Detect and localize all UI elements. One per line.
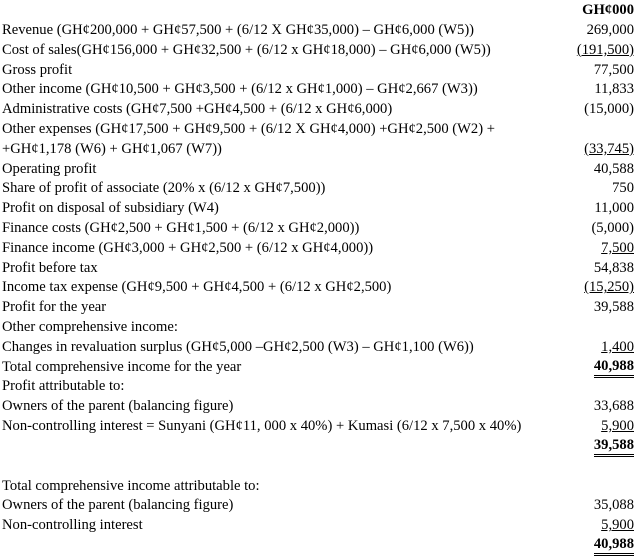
row-amount: 77,500 [593,61,634,78]
row-amount: 7,500 [601,239,634,256]
row-revenue [0,21,638,41]
row-amount: 39,588 [594,437,634,457]
row-profit-attributable-heading [0,377,638,397]
row-label: Operating profit [2,160,97,177]
row-label: Total comprehensive income for the year [2,358,242,375]
row-amount: 11,833 [594,81,634,98]
row-amount: 750 [612,180,634,197]
row-oci-heading [0,318,638,338]
row-label: Cost of sales(GH¢156,000 + GH¢32,500 + (6/12 x GH¢18,000) – GH¢6,000 (W5)) [2,41,491,58]
row-tci-total [0,536,638,556]
row-gross-profit [0,61,638,81]
currency-header: GH¢000 [582,2,634,18]
row-operating-profit [0,160,638,180]
row-label: Profit for the year [2,299,107,316]
row-finance-costs [0,219,638,239]
row-tci-owners-of-parent [0,496,638,516]
row-amount: (15,250) [584,279,634,296]
row-owners-of-parent [0,397,638,417]
row-label: Non-controlling interest [2,517,143,534]
row-label: Other expenses (GH¢17,500 + GH¢9,500 + (6/12 X GH¢4,000) +GH¢2,500 (W2) + +GH¢1,178 (W6) + GH¢1,067 (W7)) [2,120,495,157]
row-tci-non-controlling-interest [0,516,638,536]
row-amount: 40,988 [594,358,634,378]
row-label: Total comprehensive income attributable to: [2,477,260,494]
row-amount: 35,088 [593,497,634,514]
row-amount: (191,500) [576,41,634,58]
row-label: Profit before tax [2,259,98,276]
row-amount: 5,900 [601,517,634,534]
row-amount: 11,000 [594,200,634,217]
row-tci-attributable-heading [0,477,638,497]
row-other-expenses [0,120,638,160]
row-profit-before-tax [0,259,638,279]
row-amount: 40,988 [594,536,634,556]
row-share-of-associate [0,179,638,199]
row-income-tax [0,278,638,298]
row-revaluation-surplus [0,338,638,358]
row-administrative-costs [0,100,638,120]
row-amount: 269,000 [586,22,634,38]
row-profit-for-year [0,298,638,318]
statement-rows [0,21,638,556]
row-disposal-of-subsidiary [0,199,638,219]
row-finance-income [0,239,638,259]
row-label: Finance income (GH¢3,000 + GH¢2,500 + (6/12 x GH¢4,000)) [2,239,374,256]
row-amount: 33,688 [593,398,634,415]
row-other-income [0,80,638,100]
row-amount: 40,588 [593,160,634,177]
row-amount: 39,588 [593,299,634,316]
row-non-controlling-interest [0,417,638,437]
spacer [0,457,638,477]
row-label: Owners of the parent (balancing figure) [2,398,234,415]
row-amount: 1,400 [601,338,634,355]
row-amount: (15,000) [584,101,634,118]
row-label: Finance costs (GH¢2,500 + GH¢1,500 + (6/12 x GH¢2,000)) [2,219,360,236]
row-amount: (5,000) [591,219,634,236]
row-amount: (33,745) [584,140,634,157]
row-total-comprehensive-income [0,358,638,378]
row-label: Revenue (GH¢200,000 + GH¢57,500 + (6/12 X GH¢35,000) – GH¢6,000 (W5)) [2,22,475,38]
row-label: Share of profit of associate (20% x (6/12 x GH¢7,500)) [2,180,326,197]
row-amount: 54,838 [593,259,634,276]
row-label: Changes in revaluation surplus (GH¢5,000 –GH¢2,500 (W3) – GH¢1,100 (W6)) [2,338,474,355]
row-label: Income tax expense (GH¢9,500 + GH¢4,500 + (6/12 x GH¢2,500) [2,279,392,296]
row-label: Gross profit [2,61,73,78]
row-profit-attributable-total [0,437,638,457]
row-label: Other income (GH¢10,500 + GH¢3,500 + (6/12 x GH¢1,000) – GH¢2,667 (W3)) [2,81,478,98]
row-cost-of-sales [0,41,638,61]
row-label: Profit on disposal of subsidiary (W4) [2,200,219,217]
row-label: Profit attributable to: [2,378,125,395]
row-label: Owners of the parent (balancing figure) [2,497,234,514]
row-amount: 5,900 [601,417,634,434]
row-label: Administrative costs (GH¢7,500 +GH¢4,500 + (6/12 x GH¢6,000) [2,101,393,118]
row-label: Other comprehensive income: [2,318,178,335]
row-label: Non-controlling interest = Sunyani (GH¢11, 000 x 40%) + Kumasi (6/12 x 7,500 x 40%) [2,417,522,434]
